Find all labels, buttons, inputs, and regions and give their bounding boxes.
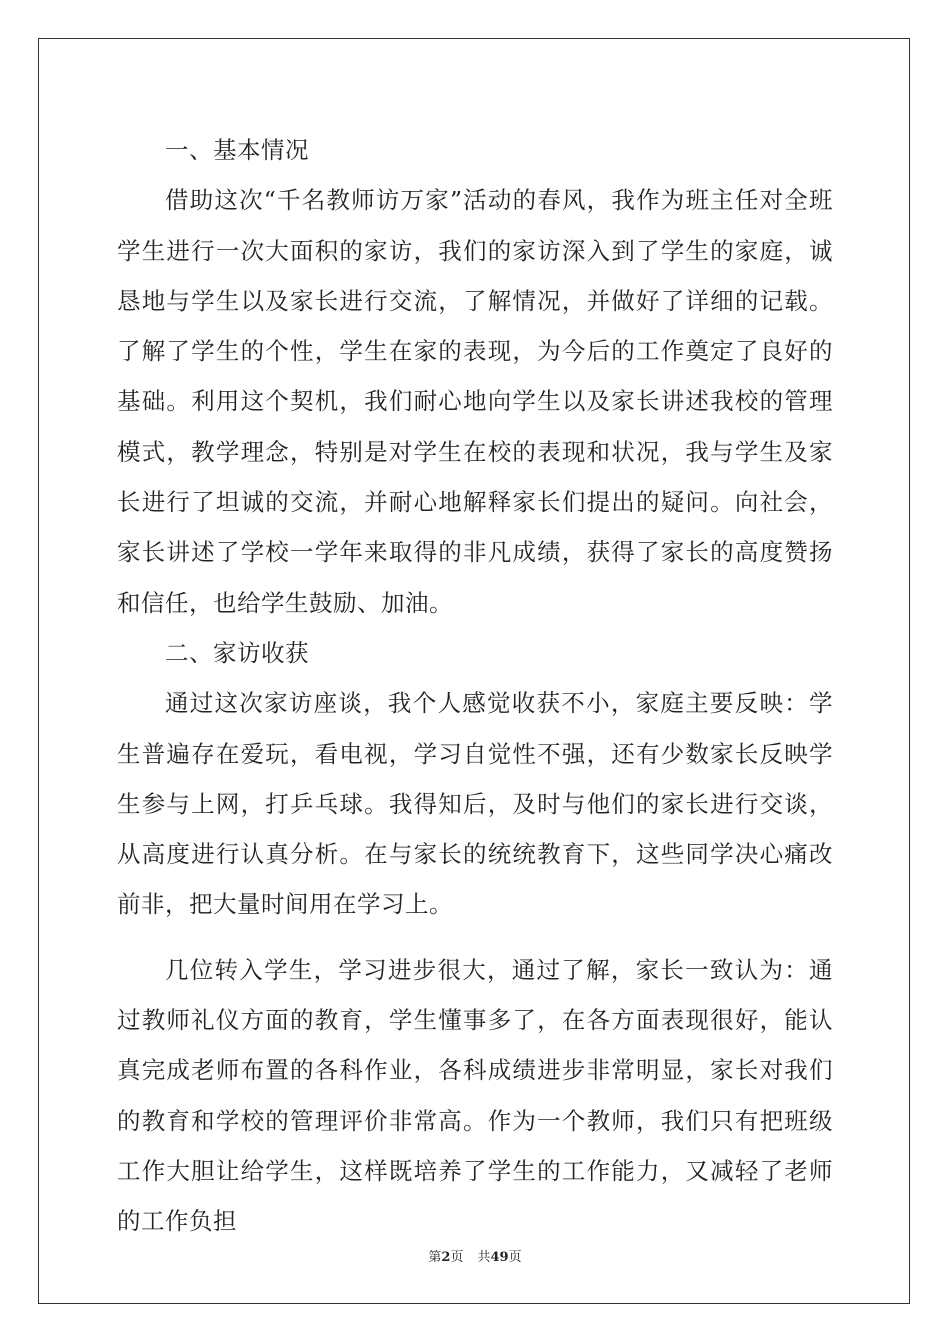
paragraph-home-visit-gains-2: 几位转入学生，学习进步很大，通过了解，家长一致认为：通过教师礼仪方面的教育，学生懂事多了，在各方面表现很好，能认真完成老师布置的各科作业，各科成绩进步非常明显，家长对我们的教育和学校的管理评价非常高。作为一个教师，我们只有把班级工作大胆让给学生，这样既培养了学生的工作能力，又减轻了老师的工作负担 (117, 955, 833, 1236)
paragraph-basic-situation: 借助这次“千名教师访万家”活动的春风，我作为班主任对全班学生进行一次大面积的家访，我们的家访深入到了学生的家庭，诚恳地与学生以及家长进行交流，了解情况，并做好了详细的记载。了解了学生的个性，学生在家的表现，为今后的工作奠定了良好的基础。利用这个契机，我们耐心地向学生以及家长讲述我校的管理模式，教学理念，特别是对学生在校的表现和状况，我与学生及家长进行了坦诚的交流，并耐心地解释家长们提出的疑问。向社会，家长讲述了学校一学年来取得的非凡成绩，获得了家长的高度赞扬和信任，也给学生鼓励、加油。 (117, 186, 833, 617)
total-suffix: 页 (508, 1250, 522, 1265)
paragraph-home-visit-gains-1: 通过这次家访座谈，我个人感觉收获不小，家庭主要反映：学生普遍存在爱玩，看电视，学习自觉性不强，还有少数家长反映学生参与上网，打乒乓球。我得知后，及时与他们的家长进行交谈，从高度进行认真分析。在与家长的统统教育下，这些同学决心痛改前非，把大量时间用在学习上。 (117, 689, 833, 919)
section-heading-home-visit-gains: 二、家访收获 (165, 638, 309, 667)
document-body (117, 125, 833, 1247)
total-pages: 49 (490, 1250, 509, 1265)
page-suffix: 页 (450, 1250, 464, 1265)
paragraph-gap (117, 930, 833, 945)
page-number: 2 (441, 1250, 451, 1265)
page-footer (0, 1249, 950, 1267)
total-prefix: 共 (477, 1250, 491, 1265)
section-heading-basic-situation: 一、基本情况 (165, 136, 309, 164)
page-prefix: 第 (428, 1250, 442, 1265)
